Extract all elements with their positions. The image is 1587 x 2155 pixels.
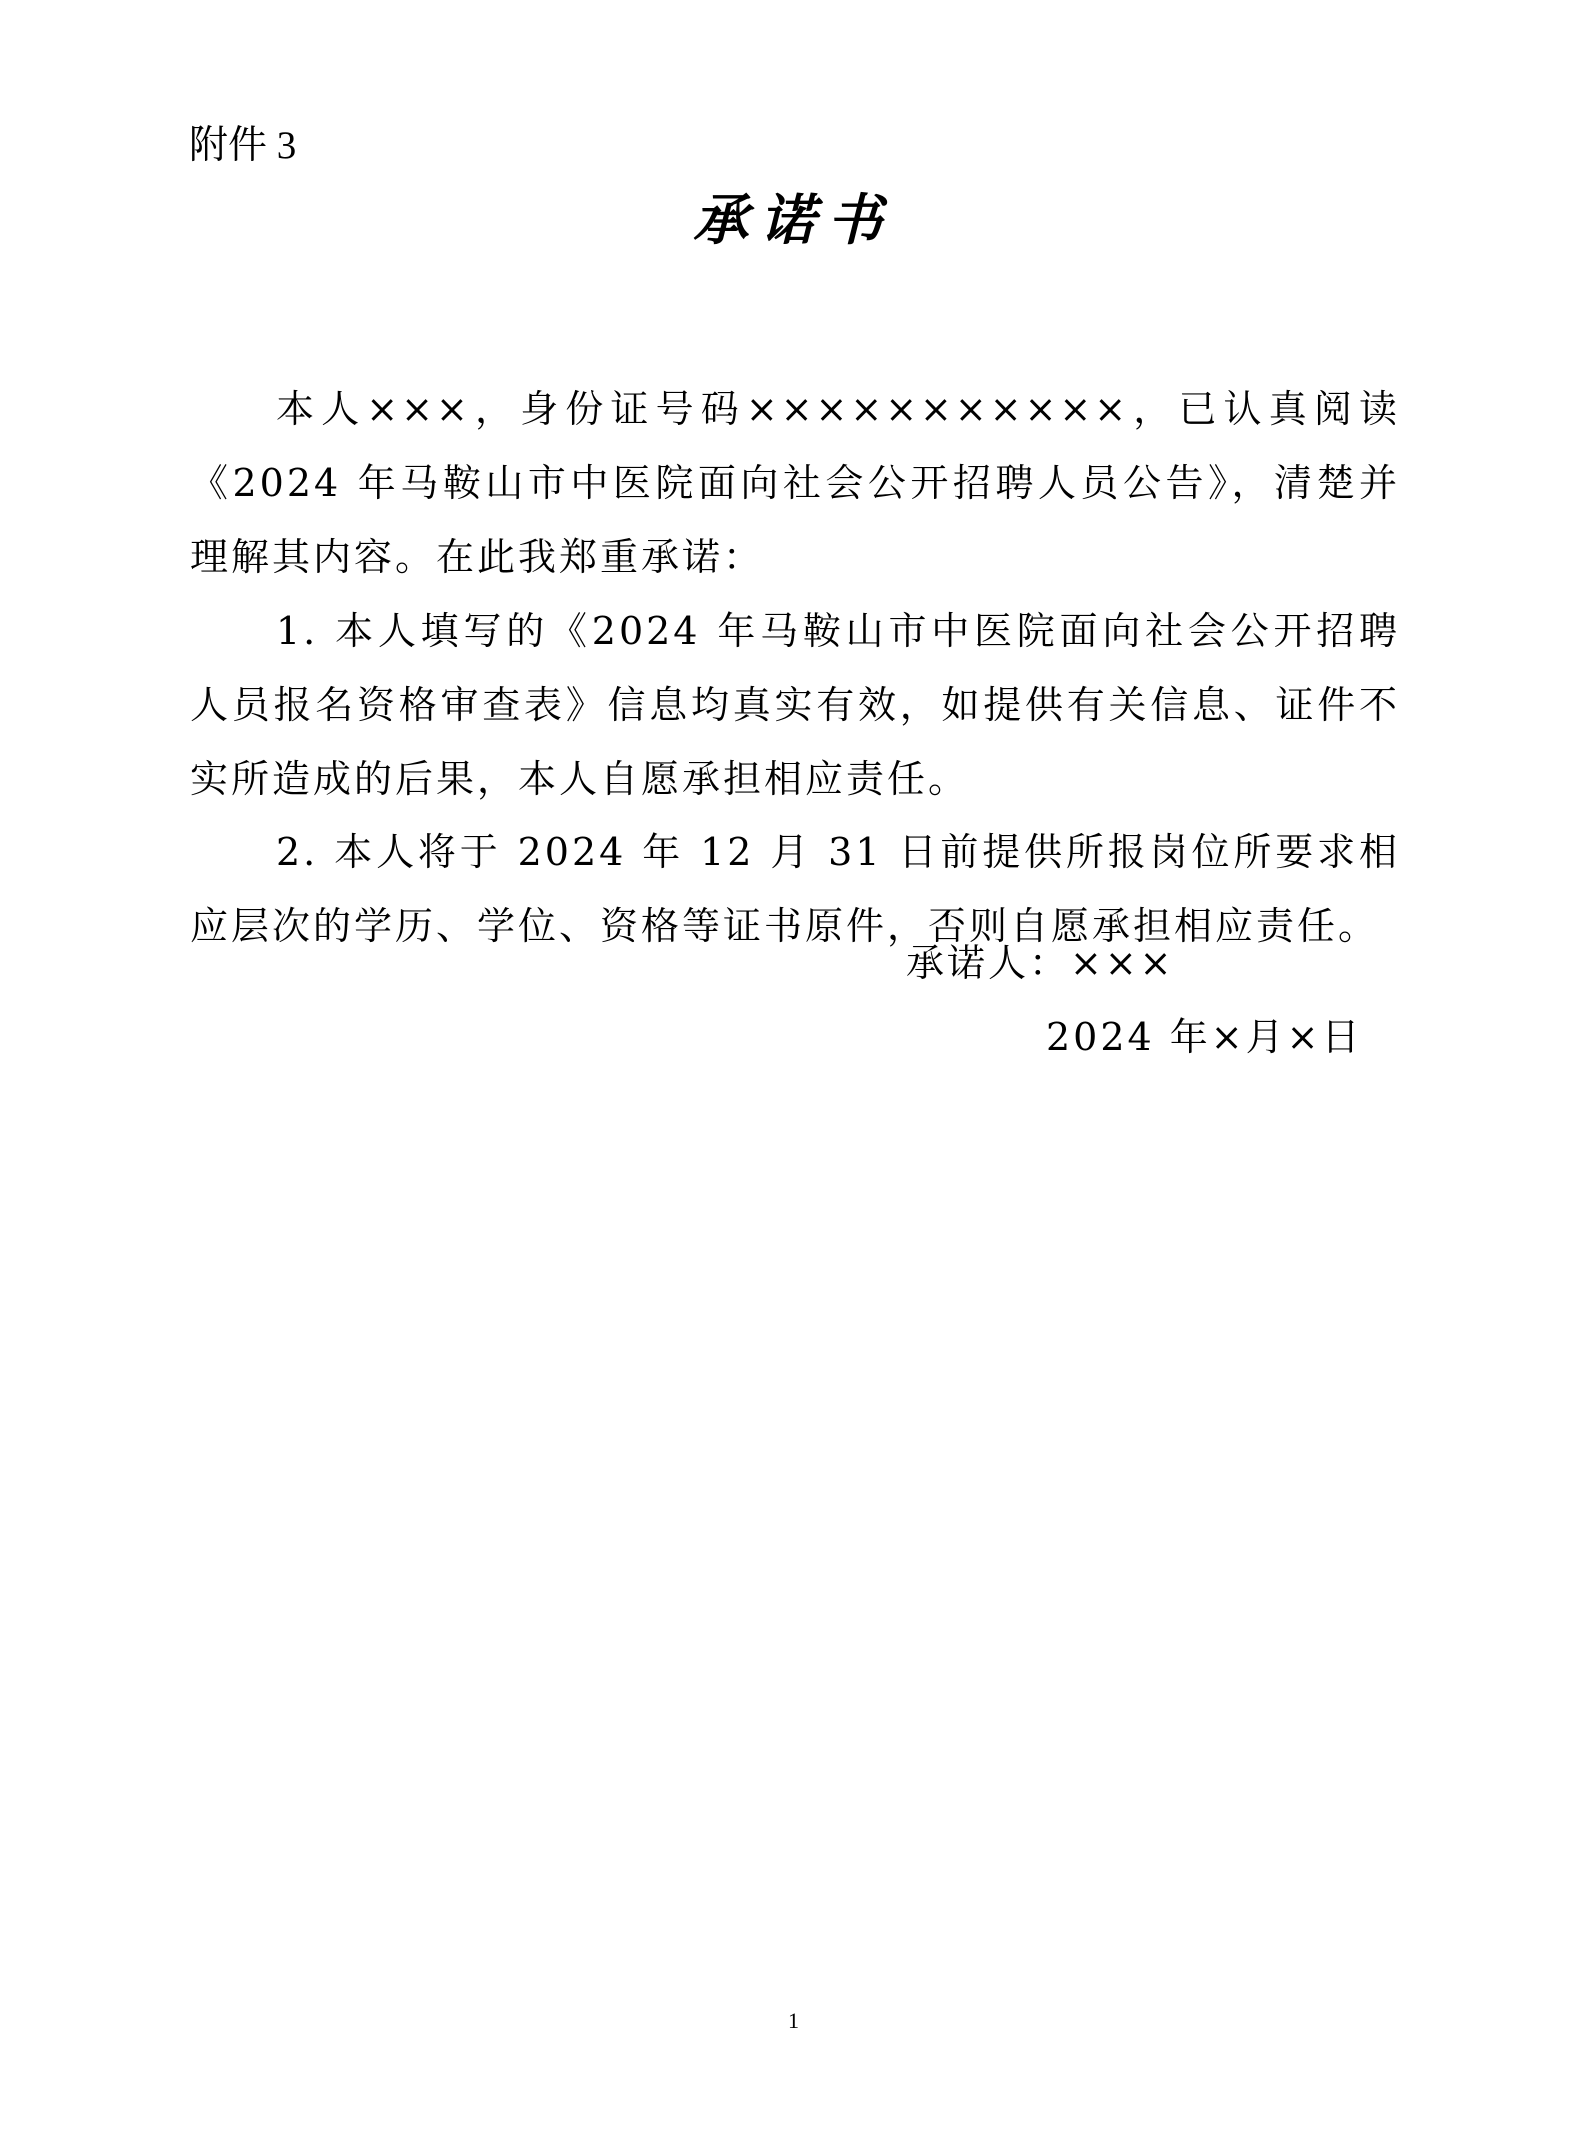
page-number: 1	[788, 2008, 799, 2033]
signature-line: 承诺人：×××	[906, 941, 1175, 985]
attachment-label: 附件 3	[189, 124, 297, 167]
commitment-item-2: 2. 本人将于 2024 年 12 月 31 日前提供所报岗位所要求相应层次的学历、学位、资格等证书原件，否则自愿承担相应责任。	[190, 830, 1400, 948]
document-title: 承诺书	[692, 187, 894, 252]
commitment-intro-paragraph: 本人×××，身份证号码×××××××××××，已认真阅读《2024 年马鞍山市中医院面向社会公开招聘人员公告》，清楚并理解其内容。在此我郑重承诺：	[190, 387, 1400, 579]
signature-date: 2024 年×月×日	[1046, 1015, 1363, 1059]
commitment-item-1: 1. 本人填写的《2024 年马鞍山市中医院面向社会公开招聘人员报名资格审查表》信息均真实有效，如提供有关信息、证件不实所造成的后果，本人自愿承担相应责任。	[190, 609, 1400, 801]
